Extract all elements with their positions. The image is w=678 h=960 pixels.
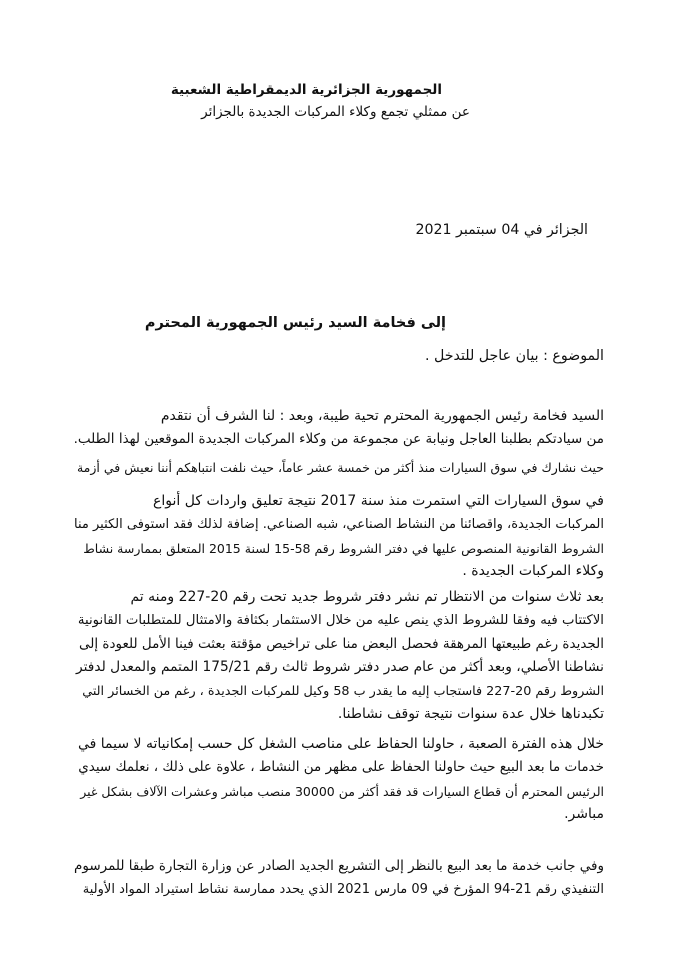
paragraph-line: خدمات ما بعد البيع حيث حاولنا الحفاظ على مظهر من النشاط ، علاوة على ذلك ، نعلمك سيدي: [78, 759, 604, 776]
paragraph-line: حيث نشارك في سوق السيارات منذ أكثر من خمسة عشر عاماً، حيث نلفت انتباهكم أننا نعيش في أزمة: [76, 460, 604, 475]
paragraph-line: الشروط رقم 20-227 فاستجاب إليه ما يقدر ب 58 وكيل للمركبات الجديدة ، رغم من الخسائر التي: [82, 683, 604, 699]
letter-paragraph-crisis: [74, 490, 604, 584]
paragraph-line: الجديدة رغم طبيعتها المرهقة فحصل البعض منا على تراخيص مؤقتة بعثت فينا الأمل للعودة إلى: [79, 635, 604, 652]
letter-paragraph-specifications: [74, 586, 604, 726]
letter-addressee: إلى فخامة السيد رئيس الجمهورية المحترم: [144, 315, 446, 331]
letter-paragraph-intro: [74, 456, 604, 479]
paragraph-line: المركبات الجديدة، واقصائنا من النشاط الصناعي، شبه الصناعي. إضافة لذلك فقد استوفى الكثير منا: [74, 517, 604, 533]
paragraph-line: السيد فخامة رئيس الجمهورية المحترم تحية طيبة، وبعد : لنا الشرف أن نتقدم: [160, 408, 604, 424]
letter-date: الجزائر في 04 سبتمبر 2021: [415, 222, 588, 238]
paragraph-line: التنفيذي رقم 21-94 المؤرخ في 09 مارس 2021 الذي يحدد ممارسة نشاط استيراد المواد الأولية: [82, 882, 604, 898]
letter-paragraph-after-sales: [74, 855, 604, 902]
paragraph-line: خلال هذه الفترة الصعبة ، حاولنا الحفاظ على مناصب الشغل كل حسب إمكانياته لا سيما في: [77, 736, 604, 752]
paragraph-line: من سيادتكم بطلبنا العاجل ونيابة عن مجموعة من وكلاء المركبات الجديدة الموقعين لهذا الطلب.: [73, 431, 604, 448]
paragraph-line: الرئيس المحترم أن قطاع السيارات قد فقد أكثر من 30000 منصب مباشر وعشرات الآلاف بشكل غير: [80, 783, 604, 799]
letter-header-sender: عن ممثلي تجمع وكلاء المركبات الجديدة بالجزائر: [201, 104, 470, 120]
letter-paragraph-employment: [74, 733, 604, 827]
paragraph-line: وفي جانب خدمة ما بعد البيع بالنظر إلى التشريع الجديد الصادر عن وزارة التجارة طبقا للمرسوم: [74, 858, 604, 874]
letter-subject: الموضوع : بيان عاجل للتدخل .: [424, 348, 604, 364]
paragraph-line: تكبدناها خلال عدة سنوات نتيجة توقف نشاطنا.: [337, 706, 604, 723]
paragraph-line: الشروط القانونية المنصوص عليها في دفتر الشروط رقم 58-15 لسنة 2015 المتعلق بممارسة نشاط: [83, 540, 604, 556]
paragraph-line: الاكتتاب فيه وفقا للشروط الذي ينص عليه من خلال الاستثمار بكثافة والامتثال للمتطلبات القانونية: [77, 613, 604, 629]
letter-paragraph-greeting: [74, 405, 604, 452]
paragraph-line: نشاطنا الأصلي، وبعد أكثر من عام صدر دفتر شروط ثالث رقم 175/21 المتمم والمعدل لدفتر: [76, 659, 604, 676]
paragraph-line: بعد ثلاث سنوات من الانتظار تم نشر دفتر شروط جديد تحت رقم 20-227 ومنه تم: [130, 589, 604, 605]
paragraph-line: مباشر.: [564, 806, 604, 823]
paragraph-line: وكلاء المركبات الجديدة .: [462, 563, 604, 580]
paragraph-line: في سوق السيارات التي استمرت منذ سنة 2017 نتيجة تعليق واردات كل أنواع: [153, 493, 604, 509]
letter-header-country: الجمهورية الجزائرية الديمقراطية الشعبية: [170, 82, 442, 98]
